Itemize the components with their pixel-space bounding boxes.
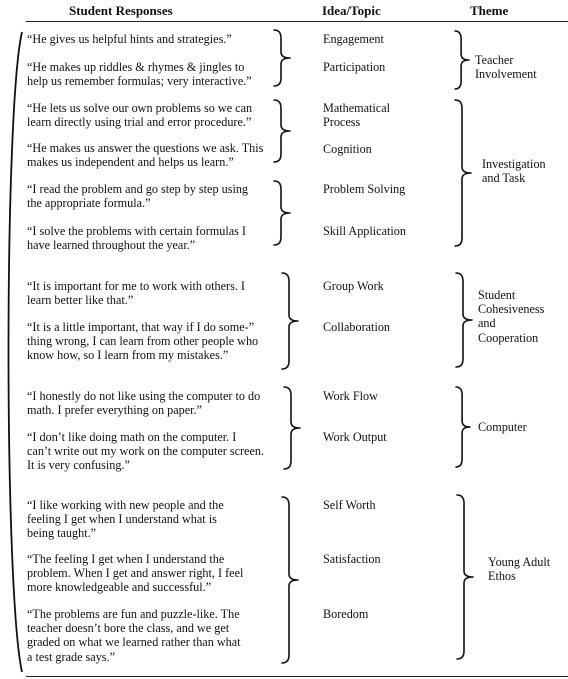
response-6: “I solve the problems with certain formulas I have learned throughout the year.” <box>27 224 246 253</box>
brace-theme-young-adult <box>455 494 475 660</box>
theme-computer: Computer <box>478 420 527 434</box>
response-13: “The problems are fun and puzzle-like. The teacher doesn’t bore the class, and we get graded on what we learned rather than what a test grade says.” <box>27 607 241 664</box>
header-student-responses: Student Responses <box>69 3 173 18</box>
response-11: “I like working with new people and the feeling I get when I understand what is being taught.” <box>27 498 224 541</box>
idea-work-output: Work Output <box>323 430 387 444</box>
response-3: “He lets us solve our own problems so we can learn directly using trial and error procedure.” <box>27 101 253 130</box>
brace-theme-investigation <box>453 99 473 247</box>
idea-participation: Participation <box>323 60 386 74</box>
brace-theme-cohesiveness <box>454 272 474 368</box>
theme-teacher-involvement: Teacher Involvement <box>475 53 537 82</box>
idea-engagement: Engagement <box>323 32 384 46</box>
brace-problem-skill <box>272 180 292 246</box>
idea-problem-solving: Problem Solving <box>323 182 406 196</box>
idea-skill-application: Skill Application <box>323 224 406 238</box>
brace-group-collaboration <box>280 272 300 370</box>
brace-young-adult-responses <box>280 496 300 664</box>
response-7: “It is important for me to work with others. I learn better like that.” <box>27 279 245 308</box>
idea-collaboration: Collaboration <box>323 320 391 334</box>
response-10: “I don’t like doing math on the computer. I can’t write out my work on the computer screen. It is very confusing.” <box>27 430 265 473</box>
response-12: “The feeling I get when I understand the problem. When I get and answer right, I feel more knowledgeable and successful.” <box>27 552 244 595</box>
brace-theme-teacher <box>453 30 471 90</box>
response-5: “I read the problem and go step by step using the appropriate formula.” <box>27 182 249 211</box>
large-left-parenthesis <box>0 0 30 679</box>
response-9: “I honestly do not like using the computer to do math. I prefer everything on paper.” <box>27 389 261 418</box>
idea-self-worth: Self Worth <box>323 498 376 512</box>
idea-group-work: Group Work <box>323 279 384 293</box>
response-8: “It is a little important, that way if I do some-” thing wrong, I can learn from other people who know how, so I learn from my mistakes.” <box>27 320 259 363</box>
brace-theme-computer <box>454 386 472 468</box>
idea-mathematical-process: Mathematical Process <box>323 101 391 130</box>
top-rule <box>26 21 568 22</box>
response-2: “He makes up riddles & rhymes & jingles to help us remember formulas; very interactive.” <box>27 60 252 89</box>
theme-investigation-and-task: Investigation and Task <box>482 157 546 186</box>
idea-work-flow: Work Flow <box>323 389 378 403</box>
response-1: “He gives us helpful hints and strategies.” <box>27 32 232 46</box>
response-4: “He makes us answer the questions we ask. This makes us independent and helps us learn.” <box>27 141 264 170</box>
theme-young-adult-ethos: Young Adult Ethos <box>488 555 551 584</box>
idea-cognition: Cognition <box>323 142 372 156</box>
brace-workflow-output <box>282 386 302 470</box>
brace-process-cognition <box>272 99 292 163</box>
theme-student-cohesiveness: Student Cohesiveness and Cooperation <box>478 288 545 345</box>
brace-teacher-involvement <box>272 29 292 87</box>
header-idea-topic: Idea/Topic <box>322 3 381 18</box>
header-theme: Theme <box>470 3 509 18</box>
idea-boredom: Boredom <box>323 607 369 621</box>
bottom-rule <box>26 676 568 677</box>
idea-satisfaction: Satisfaction <box>323 552 381 566</box>
